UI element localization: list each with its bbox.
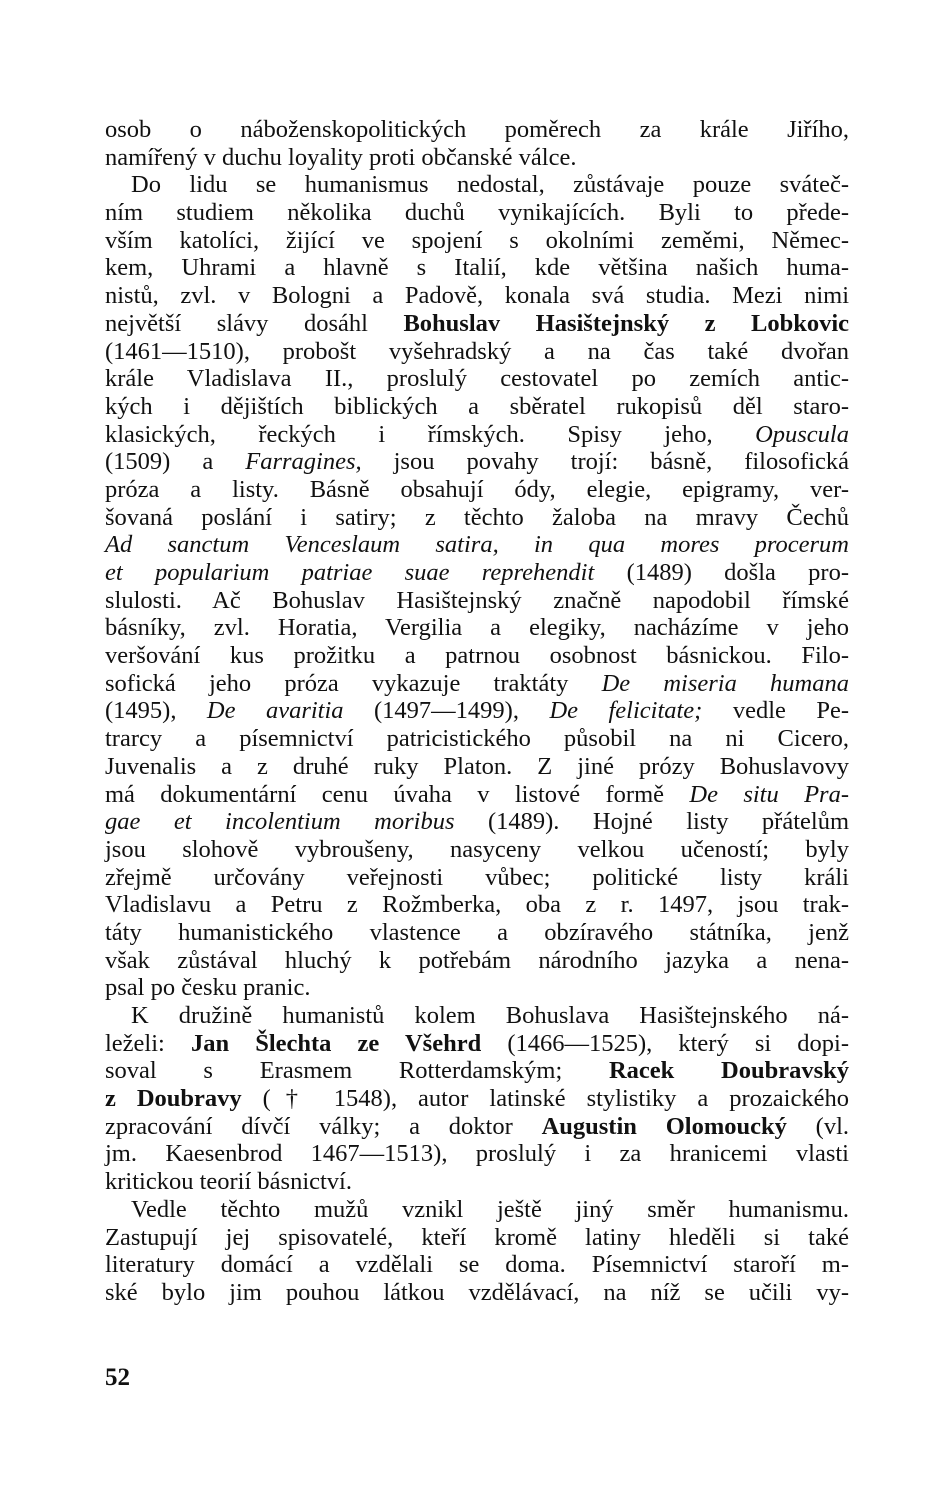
text-run: Juvenalis a z druhé ruky Platon. Z jiné prózy Bohuslavovy [105, 752, 849, 780]
page-number: 52 [105, 1364, 130, 1391]
text-run: (1461—1510), probošt vyšehradský a na čas také dvořan [105, 337, 849, 365]
text-line [105, 974, 849, 1002]
text-run: literatury domácí a vzdělali se doma. Písemnictví staroří m- [105, 1251, 849, 1279]
text-line [105, 1085, 849, 1113]
text-line [105, 531, 849, 559]
bold-name: z Doubravy [105, 1085, 242, 1113]
text-line [105, 1196, 849, 1224]
body-text [105, 116, 849, 1307]
text-run: soval s Erasmem Rotterdamským; [105, 1057, 609, 1085]
italic-title: Ad sanctum Venceslaum satira, in qua mores procerum [105, 531, 849, 559]
text-run: zpracování dívčí války; a doktor [105, 1112, 542, 1140]
italic-title: De avaritia [206, 697, 344, 725]
text-line [105, 781, 849, 809]
text-run: ním studiem několika duchů vynikajících. Byli to přede- [105, 199, 849, 227]
text-line [105, 642, 849, 670]
text-run: klasických, řeckých i římských. Spisy jeho, [105, 420, 756, 448]
text-run: zřejmě určovány veřejnosti vůbec; politické listy králi [105, 863, 849, 891]
text-line [105, 1251, 849, 1279]
text-run: vším katolíci, žijící ve spojení s okolními zeměmi, Němec- [105, 226, 849, 254]
bold-name: Racek Doubravský [608, 1057, 850, 1085]
text-run: (1509) a [105, 448, 246, 476]
text-run: má dokumentární cenu úvaha v listové formě [105, 780, 690, 808]
text-line [105, 1224, 849, 1252]
text-run: osob o náboženskopolitických poměrech za krále Jiřího, [105, 116, 849, 143]
italic-title: et popularium patriae suae reprehendit [105, 559, 595, 586]
text-line [105, 614, 849, 642]
text-line [105, 1168, 849, 1196]
text-run: (1495), [105, 697, 207, 725]
text-line [105, 282, 849, 310]
text-run: nistů, zvl. v Bologni a Padově, konala svá studia. Mezi nimi [105, 282, 849, 310]
text-line [105, 1002, 849, 1030]
text-line [105, 476, 849, 504]
text-run: psal po česku pranic. [105, 974, 311, 1002]
text-run: jsou slohově vybroušeny, nasyceny velkou učeností; byly [105, 835, 849, 863]
text-run: Vladislavu a Petru z Rožmberka, oba z r. 1497, jsou trak- [105, 891, 849, 919]
text-line [105, 1057, 849, 1085]
text-line [105, 947, 849, 975]
text-line [105, 725, 849, 753]
italic-title: De miseria humana [601, 669, 849, 697]
text-run: sofická jeho próza vykazuje traktáty [105, 669, 602, 697]
text-line [105, 421, 849, 449]
text-line [105, 144, 849, 172]
text-run: kritickou teorií básnictví. [105, 1168, 352, 1196]
text-run: (1497—1499), [343, 697, 550, 725]
italic-title: Farragines, [245, 448, 362, 476]
text-line [105, 1113, 849, 1141]
text-line [105, 365, 849, 393]
italic-title: De felicitate; [549, 697, 703, 725]
italic-title: De situ Pra- [689, 780, 849, 808]
text-run: († 1548), autor latinské stylistiky a prozaického [241, 1085, 849, 1113]
text-line [105, 227, 849, 255]
text-line [105, 753, 849, 781]
text-line [105, 116, 849, 144]
text-line [105, 559, 849, 587]
text-run: próza a listy. Básně obsahují ódy, elegie, epigramy, ver- [105, 475, 849, 503]
text-run: básníky, zvl. Horatia, Vergilia a elegiky, nacházíme v jeho [105, 614, 849, 642]
text-line [105, 836, 849, 864]
text-run: největší slávy dosáhl [105, 309, 404, 337]
text-run: trarcy a písemnictví patricistického působil na ni Cicero, [105, 725, 849, 753]
text-line [105, 504, 849, 532]
text-line [105, 1030, 849, 1058]
text-run: jm. Kaesenbrod 1467—1513), proslulý i za hranicemi vlasti [105, 1140, 849, 1168]
bold-name: Jan Šlechta ze Všehrd [190, 1029, 482, 1057]
text-line [105, 448, 849, 476]
text-run: Vedle těchto mužů vznikl ještě jiný směr humanismu. [131, 1195, 849, 1223]
text-run: (1489) došla pro- [594, 559, 849, 586]
text-run: leželi: [105, 1029, 191, 1057]
text-line [105, 808, 849, 836]
text-line [105, 254, 849, 282]
text-line [105, 338, 849, 366]
text-line [105, 393, 849, 421]
text-line [105, 864, 849, 892]
text-run: (vl. [786, 1112, 850, 1140]
text-run: vedle Pe- [702, 697, 850, 725]
text-run: Do lidu se humanismus nedostal, zůstávaje pouze sváteč- [131, 171, 849, 199]
text-run: však zůstával hluchý k potřebám národního jazyka a nena- [105, 946, 849, 974]
text-run: Zastupují jej spisovatelé, kteří kromě latiny hleděli si také [105, 1223, 849, 1251]
text-line [105, 587, 849, 615]
text-run: táty humanistického vlastence a obzíravého státníka, jenž [105, 918, 849, 946]
bold-name: Bohuslav Hasištejnský z Lobkovic [403, 309, 850, 337]
text-line [105, 670, 849, 698]
text-line [105, 310, 849, 338]
text-run: (1489). Hojné listy přátelům [454, 808, 849, 836]
text-run: jsou povahy trojí: básně, filosofická [361, 448, 849, 476]
text-run: veršování kus prožitku a patrnou osobnost básnickou. Filo- [105, 642, 849, 670]
text-run: kem, Uhrami a hlavně s Italií, kde většina našich huma- [105, 254, 849, 282]
text-run: namířený v duchu loyality proti občanské válce. [105, 143, 577, 171]
text-line [105, 919, 849, 947]
text-line [105, 1279, 849, 1307]
text-run: krále Vladislava II., proslulý cestovatel po zemích antic- [105, 365, 849, 393]
italic-title: gae et incolentium moribus [105, 808, 455, 836]
text-run: K družině humanistů kolem Bohuslava Hasištejnského ná- [131, 1002, 849, 1029]
text-line [105, 171, 849, 199]
text-line [105, 891, 849, 919]
text-run: ské bylo jim pouhou látkou vzdělávací, na níž se učili vy- [105, 1278, 849, 1306]
text-run: kých i dějištích biblických a sběratel rukopisů děl staro- [105, 392, 849, 420]
italic-title: Opuscula [755, 420, 849, 448]
text-line [105, 199, 849, 227]
bold-name: Augustin Olomoucký [541, 1112, 787, 1140]
text-run: (1466—1525), který si dopi- [481, 1029, 850, 1057]
text-line [105, 697, 849, 725]
text-run: slulosti. Ač Bohuslav Hasištejnský značně napodobil římské [105, 586, 849, 614]
text-line [105, 1140, 849, 1168]
text-run: šovaná poslání i satiry; z těchto žaloba na mravy Čechů [105, 503, 849, 531]
